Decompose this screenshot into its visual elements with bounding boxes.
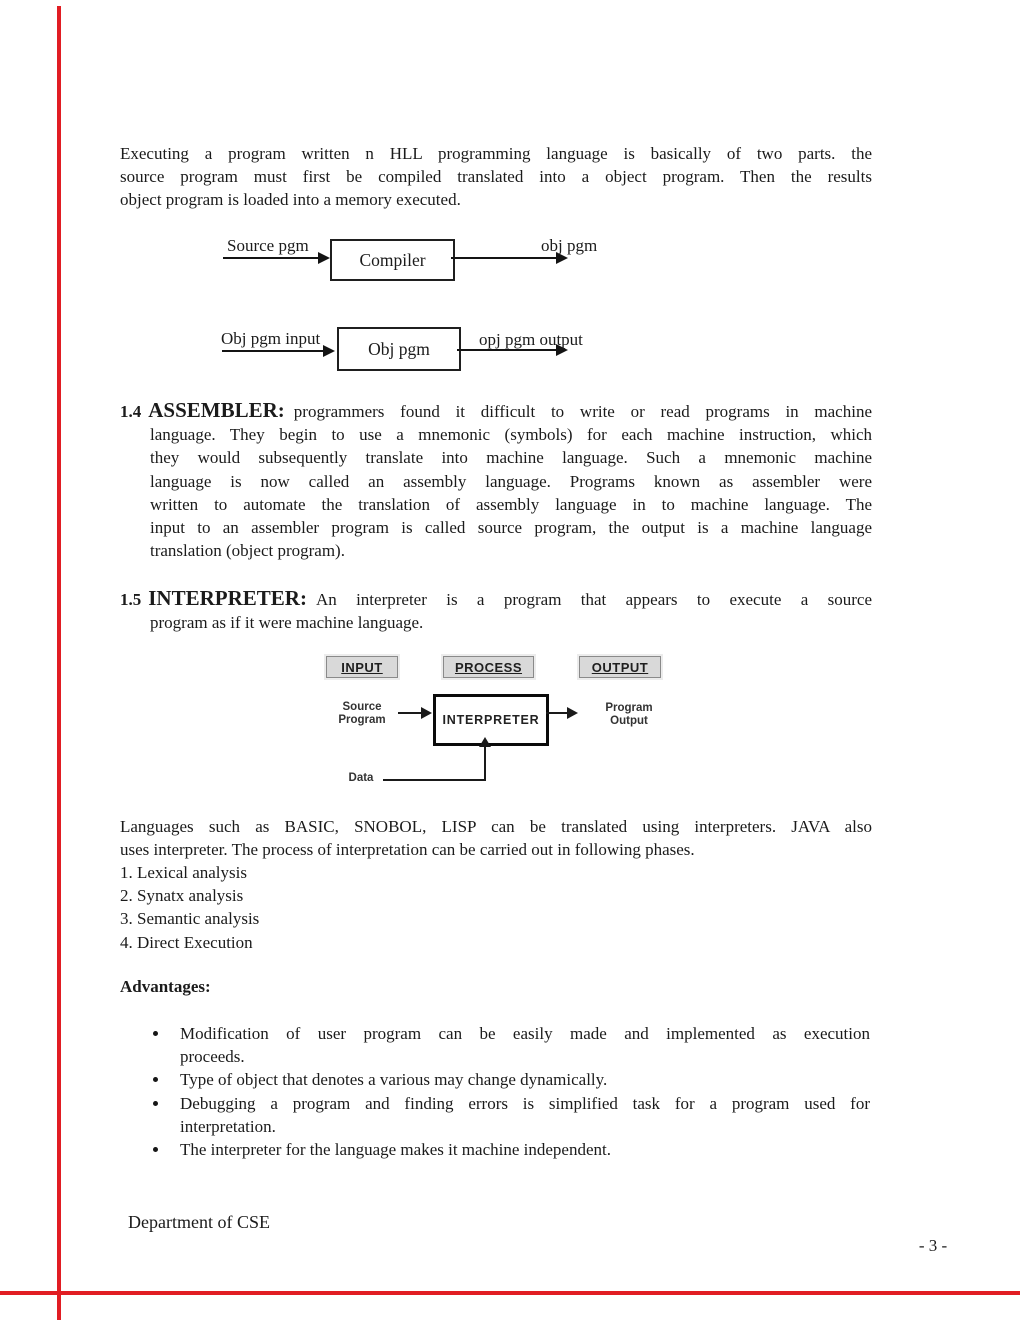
- section-heading-line: [120, 399, 872, 423]
- footer-page-number: - 3 -: [918, 1236, 948, 1255]
- program-output-label: Program Output: [605, 702, 653, 727]
- arrow-input-to-objpgm: [222, 350, 323, 352]
- obj-pgm-label: obj pgm: [541, 236, 598, 255]
- section-text: An interpreter is a program that appears to execute a source: [315, 590, 872, 609]
- data-label: Data: [348, 772, 374, 784]
- interpreter-box: INTERPRETER: [433, 694, 549, 746]
- languages-paragraph: [120, 815, 872, 861]
- text-line: source program must first be compiled translated into a object program. Then the results: [120, 167, 872, 187]
- up-arrowhead: [479, 737, 491, 747]
- text-line: object program is loaded into a memory executed.: [120, 190, 461, 210]
- obj-pgm-box-label: Obj pgm: [368, 338, 430, 359]
- text-line: program as if it were machine language.: [150, 613, 424, 633]
- output-header-box: OUTPUT: [579, 656, 661, 678]
- section-heading-line: [120, 587, 872, 611]
- text-line: 3. Semantic analysis: [120, 909, 260, 929]
- text-line: written to automate the translation of assembly language in to machine language. The: [150, 494, 872, 514]
- compiler-box-label: Compiler: [359, 249, 426, 270]
- text-line: 1. Lexical analysis: [120, 863, 247, 882]
- red-margin-line-vertical: [57, 6, 61, 1320]
- red-margin-line-horizontal: [0, 1291, 1020, 1295]
- section-title: INTERPRETER:: [148, 586, 307, 610]
- text-line: language is now called an assembly language. Programs known as assembler were: [150, 471, 872, 491]
- text-line: language. They begin to use a mnemonic (symbols) for each machine instruction, which: [150, 425, 872, 445]
- advantages-bullet-list: [180, 1022, 870, 1161]
- text-line: interpretation.: [180, 1116, 276, 1136]
- source-pgm-label: Source pgm: [227, 236, 309, 255]
- footer-department: Department of CSE: [128, 1212, 270, 1232]
- obj-pgm-box: [337, 327, 461, 371]
- text-line: uses interpreter. The process of interpretation can be carried out in following phases.: [120, 840, 695, 860]
- text-line: proceeds.: [180, 1047, 245, 1067]
- bullet-item-line: Debugging a program and finding errors is simplified task for a program used for: [180, 1092, 870, 1115]
- compiler-box: [330, 239, 455, 281]
- text-line: Executing a program written n HLL programming language is basically of two parts. the: [120, 144, 872, 163]
- text-line: Languages such as BASIC, SNOBOL, LISP can be translated using interpreters. JAVA also: [120, 817, 872, 836]
- section-number: 1.5: [120, 590, 142, 609]
- data-line-vertical: [484, 746, 486, 780]
- text-line: 2. Synatx analysis: [120, 886, 244, 906]
- bullet-item-line: The interpreter for the language makes it machine independent.: [180, 1138, 870, 1161]
- advantages-heading: Advantages:: [120, 977, 211, 996]
- arrow-source-to-interpreter: [398, 712, 421, 714]
- text-line: 4. Direct Execution: [120, 932, 253, 952]
- section-interpreter: [120, 587, 872, 634]
- text-line: translation (object program).: [150, 541, 345, 561]
- process-header-box: PROCESS: [443, 656, 534, 678]
- arrow-interpreter-to-output: [546, 712, 567, 714]
- section-text: programmers found it difficult to write or read programs in machine: [293, 402, 872, 421]
- text-line: they would subsequently translate into machine language. Such a mnemonic machine: [150, 448, 872, 468]
- section-assembler: [120, 399, 872, 562]
- text-line: input to an assembler program is called source program, the output is a machine language: [150, 518, 872, 538]
- source-program-label: Source Program: [338, 701, 386, 726]
- intro-paragraph: [120, 142, 872, 212]
- section-number: 1.4: [120, 402, 142, 421]
- bullet-item-line: Modification of user program can be easily made and implemented as execution: [180, 1022, 870, 1045]
- input-header-box: INPUT: [326, 656, 398, 678]
- opj-pgm-output-label: opj pgm output: [479, 330, 583, 349]
- data-line-horizontal: [383, 779, 486, 781]
- arrow-compiler-to-obj: [451, 257, 556, 259]
- interpretation-phases-list: [120, 861, 872, 954]
- arrow-source-to-compiler: [223, 257, 318, 259]
- bullet-item-line: Type of object that denotes a various may change dynamically.: [180, 1068, 870, 1091]
- obj-pgm-input-label: Obj pgm input: [221, 329, 321, 348]
- section-title: ASSEMBLER:: [148, 398, 285, 422]
